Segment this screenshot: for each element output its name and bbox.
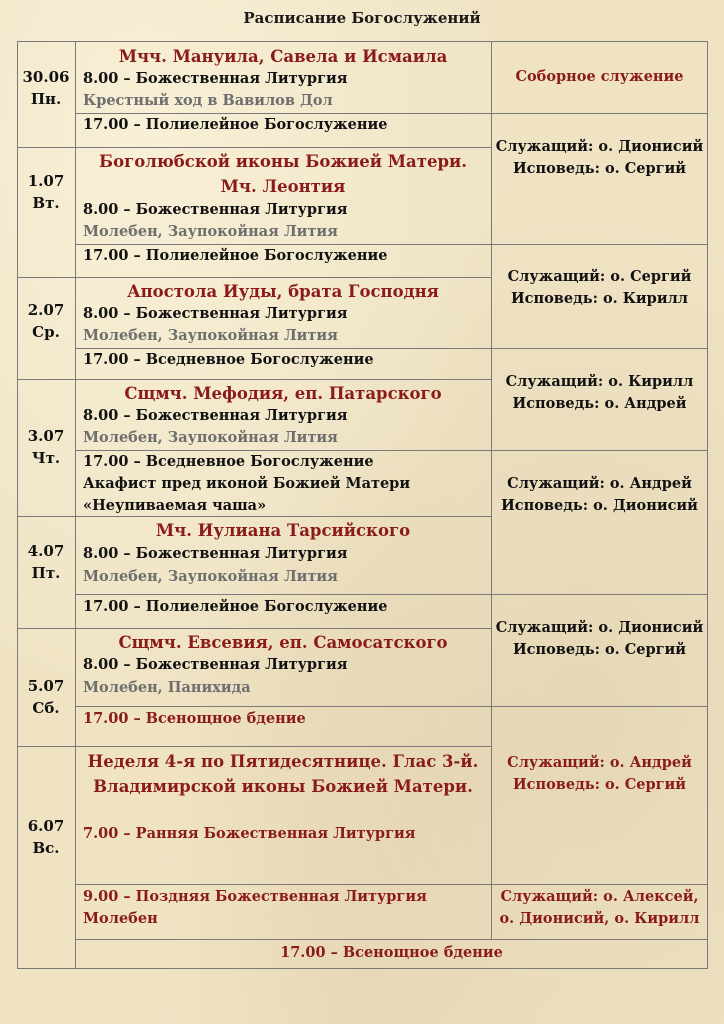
service-line: 7.00 – Ранняя Божественная Литургия xyxy=(83,825,416,842)
service-line: 17.00 – Вседневное Богослужение xyxy=(83,453,374,470)
clergy-cell: Служащий: о. Кирилл Исповедь: о. Андрей xyxy=(505,373,694,412)
clergy-cell: Служащий: о. Сергий Исповедь: о. Кирилл xyxy=(507,268,692,307)
row-separator xyxy=(17,277,491,278)
feast-title: Неделя 4-я по Пятидесятнице. Глас 3-й. xyxy=(87,752,479,771)
service-line: Крестный ход в Вавилов Дол xyxy=(83,92,333,109)
feast-title: Боголюбской иконы Божией Матери. xyxy=(99,152,467,171)
table-border xyxy=(17,41,708,42)
row-separator xyxy=(17,746,491,747)
row-separator xyxy=(491,113,707,114)
clergy-cell: Служащий: о. Дионисий Исповедь: о. Сергий xyxy=(495,138,704,177)
table-border xyxy=(707,41,708,969)
service-line: 9.00 – Поздняя Божественная Литургия xyxy=(83,888,427,905)
service-line: Молебен, Заупокойная Лития xyxy=(83,327,338,344)
service-line: 8.00 – Божественная Литургия xyxy=(83,70,348,87)
feast-title: Мч. Иулиана Тарсийского xyxy=(155,521,411,540)
service-line: 8.00 – Божественная Литургия xyxy=(83,305,348,322)
row-separator xyxy=(17,628,491,629)
service-line: 17.00 – Вседневное Богослужение xyxy=(83,351,374,368)
service-line: 17.00 – Всенощное бдение xyxy=(83,710,306,727)
day-cell: 5.07 Сб. xyxy=(27,677,65,717)
feast-title: Сщмч. Мефодия, еп. Патарского xyxy=(124,384,442,403)
day-cell: 3.07 Чт. xyxy=(27,427,65,467)
service-line: 17.00 – Полиелейное Богослужение xyxy=(83,116,388,133)
service-line: Молебен, Панихида xyxy=(83,679,251,696)
service-line: Молебен xyxy=(83,910,158,927)
row-separator xyxy=(491,706,707,707)
feast-title: Апостола Иуды, брата Господня xyxy=(127,282,439,301)
row-separator xyxy=(75,594,491,595)
final-vigil: 17.00 – Всенощное бдение xyxy=(280,944,503,961)
feast-title: Владимирской иконы Божией Матери. xyxy=(93,777,473,796)
service-line: 8.00 – Божественная Литургия xyxy=(83,656,348,673)
day-cell: 6.07 Вс. xyxy=(27,817,65,857)
row-separator xyxy=(491,594,707,595)
row-separator xyxy=(491,244,707,245)
service-line: 8.00 – Божественная Литургия xyxy=(83,201,348,218)
row-separator xyxy=(17,379,491,380)
service-line: Молебен, Заупокойная Лития xyxy=(83,568,338,585)
feast-title: Сщмч. Евсевия, еп. Самосатского xyxy=(118,633,448,652)
row-separator xyxy=(75,884,707,885)
feast-title: Мчч. Мануила, Савела и Исмаила xyxy=(118,47,448,66)
row-separator xyxy=(75,939,707,940)
clergy-cell: Служащий: о. Дионисий Исповедь: о. Сергий xyxy=(495,619,704,658)
service-line: Молебен, Заупокойная Лития xyxy=(83,223,338,240)
row-separator xyxy=(491,348,707,349)
feast-title: Мч. Леонтия xyxy=(220,177,346,196)
day-cell: 1.07 Вт. xyxy=(27,172,65,212)
day-cell: 30.06 Пн. xyxy=(22,68,70,108)
service-line: 8.00 – Божественная Литургия xyxy=(83,407,348,424)
clergy-cell: Служащий: о. Андрей Исповедь: о. Дионисий xyxy=(501,475,698,514)
day-cell: 4.07 Пт. xyxy=(27,542,65,582)
row-separator xyxy=(491,450,707,451)
table-border xyxy=(17,968,708,969)
row-separator xyxy=(17,147,491,148)
page-title: Расписание Богослужений xyxy=(243,9,481,27)
service-line: 17.00 – Полиелейное Богослужение xyxy=(83,598,388,615)
service-line: 17.00 – Полиелейное Богослужение xyxy=(83,247,388,264)
clergy-cell: Служащий: о. Андрей Исповедь: о. Сергий xyxy=(507,754,692,793)
clergy-cell: Соборное служение xyxy=(515,68,684,85)
service-line: Акафист пред иконой Божией Матери xyxy=(83,475,411,492)
service-line: Молебен, Заупокойная Лития xyxy=(83,429,338,446)
day-cell: 2.07 Ср. xyxy=(27,301,65,341)
service-line: 8.00 – Божественная Литургия xyxy=(83,545,348,562)
service-line: «Неупиваемая чаша» xyxy=(83,497,267,514)
row-separator xyxy=(75,706,491,707)
clergy-cell: Служащий: о. Алексей, о. Дионисий, о. Кирилл xyxy=(499,888,700,927)
